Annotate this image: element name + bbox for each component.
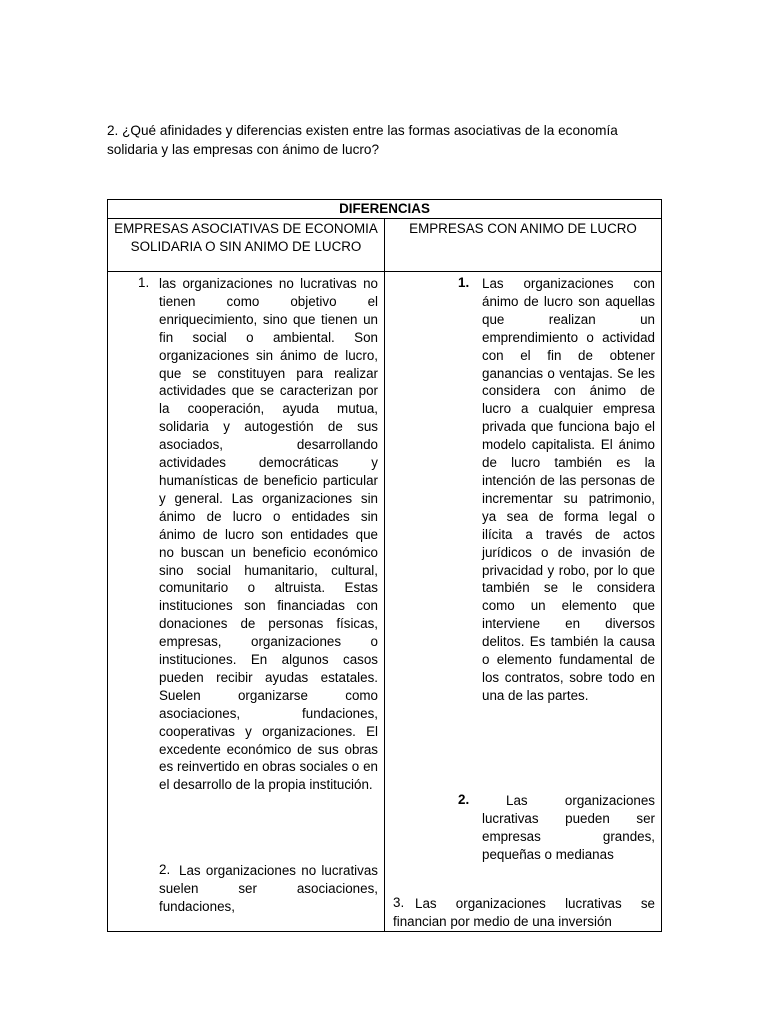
col1-item-1-text: las organizaciones no lucrativas no tienen como objetivo el enriquecimiento, sino que tienen un fin social o ambiental. Son organizaciones sin ánimo de lucro, que se constituyen para realizar actividades que se caracterizan por la cooperación, ayuda mutua, solidaria y autogestión de sus asociados, desarrollando actividades democráticas y humanísticas de beneficio particular y general. Las organizaciones sin ánimo de lucro o entidades sin ánimo de lucro son entidades que no buscan un beneficio económico sino social humanitario, cultural, comunitario o altruista. Estas instituciones son financiadas con donaciones de personas físicas, empresas, organizaciones o instituciones. En algunos casos pueden recibir ayudas estatales. Suelen organizarse como asociaciones, fundaciones, cooperativas y organizaciones. El excedente económico de sus obras es reinvertido en obras sociales o en el desarrollo de la propia institución. xyxy=(159,276,378,793)
col1-item-1-number: 1. xyxy=(138,275,150,290)
col1-item-2-number: 2. xyxy=(159,862,171,877)
col2-item-2-number: 2. xyxy=(458,792,470,807)
col1-header: EMPRESAS ASOCIATIVAS DE ECONOMIA SOLIDARIA O SIN ANIMO DE LUCRO xyxy=(108,219,385,271)
column-headers xyxy=(108,219,661,272)
col2-header: EMPRESAS CON ANIMO DE LUCRO xyxy=(409,221,637,236)
table-title: DIFERENCIAS xyxy=(108,200,661,219)
question-text: 2. ¿Qué afinidades y diferencias existen entre las formas asociativas de la economía solidaria y las empresas con ánimo de lucro? xyxy=(107,123,618,157)
col2-item-2-text: Las organizaciones lucrativas pueden ser empresas grandes, pequeñas o medianas xyxy=(482,793,655,862)
col2-cell xyxy=(385,272,661,932)
col2-item-1-number: 1. xyxy=(458,275,470,290)
col1-item-2-text: Las organizaciones no lucrativas suelen ser asociaciones, fundaciones, xyxy=(159,863,378,914)
col2-item-1-text: Las organizaciones con ánimo de lucro son aquellas que realizan un emprendimiento o actividad con el fin de obtener ganancias o ventajas. Se les considera con ánimo de lucro a cualquier empresa privada que funciona bajo el modelo capitalista. El ánimo de lucro también es la intención de las personas de incrementar su patrimonio, ya sea de forma legal o ilícita a través de actos jurídicos o de invasión de privacidad y robo, por lo que también se le considera como un elemento que interviene en diversos delitos. Es también la causa o elemento fundamental de los contratos, sobre todo en una de las partes. xyxy=(482,276,655,703)
col2-item-3-text: Las organizaciones lucrativas se financian por medio de una inversión xyxy=(393,896,655,929)
table-body xyxy=(108,272,661,932)
differences-table xyxy=(107,199,662,932)
col2-item-3-number: 3. xyxy=(393,895,405,910)
col1-cell xyxy=(108,272,385,932)
